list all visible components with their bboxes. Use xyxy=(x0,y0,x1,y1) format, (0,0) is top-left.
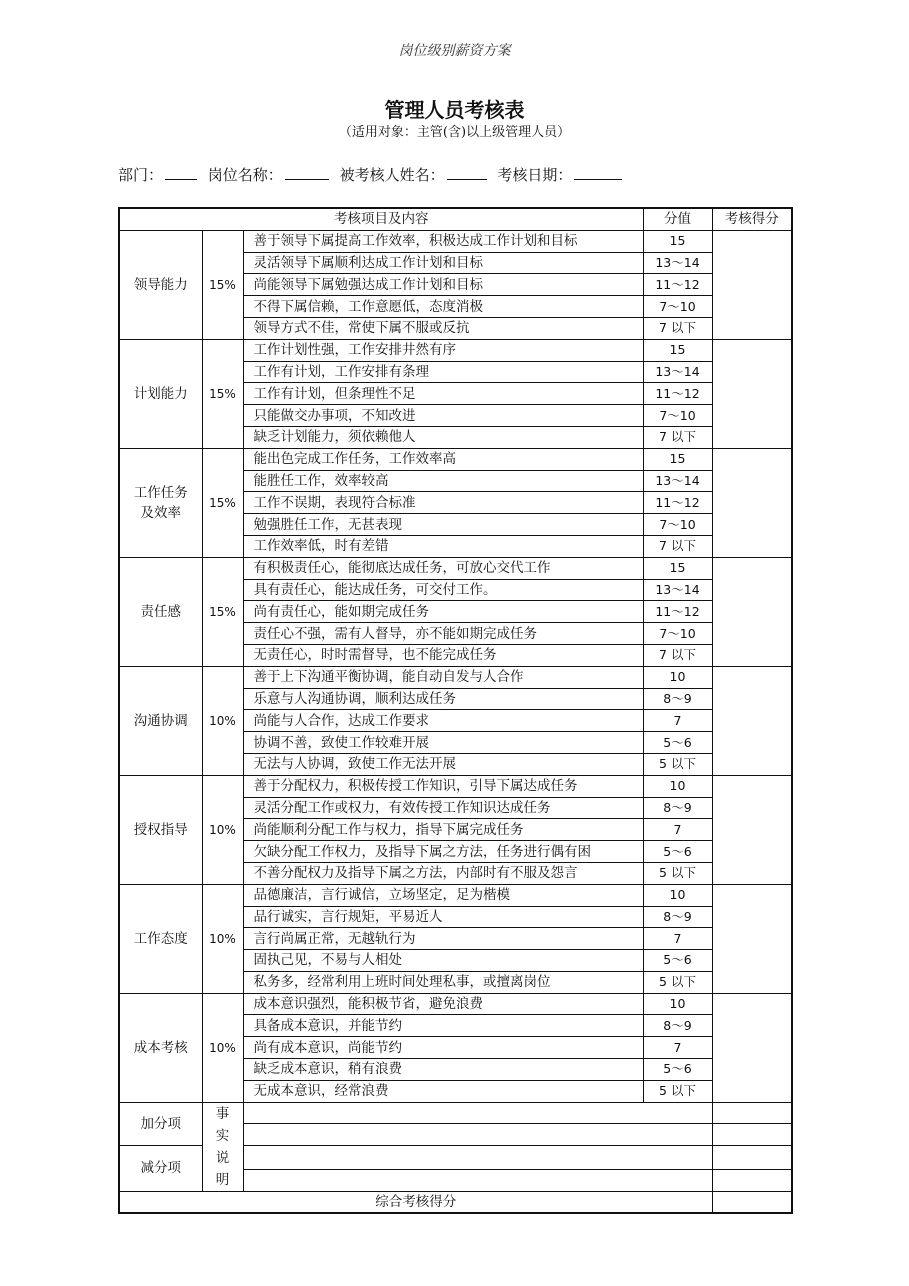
criterion-description: 勉强胜任工作，无甚表现 xyxy=(243,514,643,536)
criterion-points: 5～6 xyxy=(643,1059,712,1081)
header-score: 考核得分 xyxy=(712,208,792,230)
table-row xyxy=(119,448,792,470)
criterion-description: 有积极责任心，能彻底达成任务，可放心交代工作 xyxy=(243,557,643,579)
criterion-points: 7 以下 xyxy=(643,535,712,557)
dept-label: 部门： xyxy=(118,166,164,184)
category-weight: 15% xyxy=(202,230,243,339)
criterion-description: 尚有成本意识，尚能节约 xyxy=(243,1037,643,1059)
total-label: 综合考核得分 xyxy=(119,1191,712,1213)
criterion-points: 15 xyxy=(643,230,712,252)
criterion-description: 乐意与人沟通协调，顺利达成任务 xyxy=(243,688,643,710)
fact-char: 说 xyxy=(215,1149,230,1166)
criterion-description: 欠缺分配工作权力，及指导下属之方法，任务进行偶有困 xyxy=(243,841,643,863)
criterion-points: 13～14 xyxy=(643,361,712,383)
criterion-points: 7 以下 xyxy=(643,317,712,339)
table-row xyxy=(119,993,792,1015)
criterion-description: 能出色完成工作任务，工作效率高 xyxy=(243,448,643,470)
score-input-cell[interactable] xyxy=(712,993,792,1102)
criterion-description: 责任心不强，需有人督导，亦不能如期完成任务 xyxy=(243,623,643,645)
criterion-description: 品德廉洁，言行诚信，立场坚定，足为楷模 xyxy=(243,884,643,906)
criterion-points: 7～10 xyxy=(643,623,712,645)
criterion-points: 7 xyxy=(643,710,712,732)
adjustment-row xyxy=(119,1102,792,1124)
category-name-text: 工作任务 xyxy=(133,484,188,501)
criterion-description: 灵活分配工作或权力，有效传授工作知识达成任务 xyxy=(243,797,643,819)
category-name xyxy=(119,993,202,1102)
criterion-points: 8～9 xyxy=(643,688,712,710)
criterion-description: 只能做交办事项，不知改进 xyxy=(243,405,643,427)
category-name xyxy=(119,775,202,884)
criterion-points: 8～9 xyxy=(643,797,712,819)
position-label: 岗位名称： xyxy=(207,166,283,184)
table-row xyxy=(119,775,792,797)
category-name xyxy=(119,884,202,993)
criterion-points: 15 xyxy=(643,557,712,579)
criterion-description: 无责任心，时时需督导，也不能完成任务 xyxy=(243,644,643,666)
category-weight: 10% xyxy=(202,775,243,884)
criterion-description: 善于上下沟通平衡协调，能自动自发与人合作 xyxy=(243,666,643,688)
category-name-text: 计划能力 xyxy=(133,385,188,402)
category-name-text: 沟通协调 xyxy=(133,712,188,729)
criterion-description: 缺乏计划能力，须依赖他人 xyxy=(243,426,643,448)
table-body xyxy=(119,230,792,1213)
form-subtitle: （适用对象：主管(含)以上级管理人员） xyxy=(338,125,571,140)
criterion-points: 10 xyxy=(643,666,712,688)
criterion-description: 固执己见，不易与人相处 xyxy=(243,950,643,972)
category-weight: 15% xyxy=(202,557,243,666)
criterion-points: 8～9 xyxy=(643,906,712,928)
criterion-points: 10 xyxy=(643,884,712,906)
criterion-description: 私务多，经常利用上班时间处理私事，或擅离岗位 xyxy=(243,971,643,993)
criterion-description: 工作不误期，表现符合标准 xyxy=(243,492,643,514)
criterion-description: 不得下属信赖，工作意愿低，态度消极 xyxy=(243,296,643,318)
criterion-points: 5 以下 xyxy=(643,971,712,993)
criterion-description: 善于分配权力，积极传授工作知识，引导下属达成任务 xyxy=(243,775,643,797)
category-name-text-line2: 及效率 xyxy=(140,504,181,521)
category-name xyxy=(119,230,202,339)
deduction-label: 减分项 xyxy=(119,1146,202,1191)
criterion-description: 无成本意识，经常浪费 xyxy=(243,1080,643,1102)
criterion-points: 5 以下 xyxy=(643,862,712,884)
category-weight: 10% xyxy=(202,666,243,775)
table-row xyxy=(119,230,792,252)
adjustment-score-cell[interactable] xyxy=(712,1102,792,1124)
fact-char: 明 xyxy=(215,1171,230,1188)
fact-input-cell[interactable] xyxy=(243,1146,712,1170)
criterion-points: 5～6 xyxy=(643,950,712,972)
table-row xyxy=(119,884,792,906)
criterion-points: 7 xyxy=(643,1037,712,1059)
table-header-row xyxy=(119,208,792,230)
form-info-line xyxy=(118,164,626,185)
category-name xyxy=(119,557,202,666)
category-name-text: 领导能力 xyxy=(133,276,188,293)
total-row xyxy=(119,1191,792,1213)
criterion-points: 11～12 xyxy=(643,383,712,405)
criterion-description: 尚能顺利分配工作与权力，指导下属完成任务 xyxy=(243,819,643,841)
criterion-points: 5～6 xyxy=(643,732,712,754)
criterion-points: 7 xyxy=(643,928,712,950)
fact-input-cell[interactable] xyxy=(243,1102,712,1124)
criterion-points: 13～14 xyxy=(643,470,712,492)
fact-char: 事 xyxy=(215,1105,230,1122)
criterion-description: 尚能领导下属勉强达成工作计划和目标 xyxy=(243,274,643,296)
criterion-points: 15 xyxy=(643,339,712,361)
category-name-text: 授权指导 xyxy=(133,821,188,838)
score-input-cell[interactable] xyxy=(712,557,792,666)
header-items: 考核项目及内容 xyxy=(119,208,643,230)
score-input-cell[interactable] xyxy=(712,339,792,448)
criterion-description: 领导方式不佳，常使下属不服或反抗 xyxy=(243,317,643,339)
criterion-points: 10 xyxy=(643,993,712,1015)
date-blank[interactable] xyxy=(574,165,622,180)
name-blank[interactable] xyxy=(447,165,487,180)
criterion-description: 善于领导下属提高工作效率，积极达成工作计划和目标 xyxy=(243,230,643,252)
date-label: 考核日期： xyxy=(497,166,573,184)
criterion-description: 尚有责任心，能如期完成任务 xyxy=(243,601,643,623)
criterion-description: 协调不善，致使工作较难开展 xyxy=(243,732,643,754)
criterion-points: 11～12 xyxy=(643,274,712,296)
table-row xyxy=(119,339,792,361)
criterion-description: 灵活领导下属顺利达成工作计划和目标 xyxy=(243,252,643,274)
fact-input-cell[interactable] xyxy=(243,1169,712,1191)
criterion-description: 具备成本意识，并能节约 xyxy=(243,1015,643,1037)
criterion-description: 品行诚实，言行规矩，平易近人 xyxy=(243,906,643,928)
criterion-points: 7～10 xyxy=(643,405,712,427)
criterion-points: 13～14 xyxy=(643,252,712,274)
dept-blank[interactable] xyxy=(165,165,197,180)
document-header-title: 岗位级别薪资方案 xyxy=(398,43,511,59)
bonus-label: 加分项 xyxy=(119,1102,202,1146)
criterion-points: 7～10 xyxy=(643,514,712,536)
score-input-cell[interactable] xyxy=(712,230,792,339)
category-name-text: 工作态度 xyxy=(133,930,188,947)
criterion-description: 尚能与人合作，达成工作要求 xyxy=(243,710,643,732)
adjustment-score-cell[interactable] xyxy=(712,1124,792,1146)
table-row xyxy=(119,557,792,579)
criterion-points: 5～6 xyxy=(643,841,712,863)
category-name-text: 成本考核 xyxy=(133,1039,188,1056)
criterion-description: 无法与人协调，致使工作无法开展 xyxy=(243,753,643,775)
fact-input-cell[interactable] xyxy=(243,1124,712,1146)
position-blank[interactable] xyxy=(285,165,329,180)
criterion-points: 11～12 xyxy=(643,601,712,623)
criterion-points: 5 以下 xyxy=(643,1080,712,1102)
criterion-description: 工作有计划，但条理性不足 xyxy=(243,383,643,405)
criterion-points: 8～9 xyxy=(643,1015,712,1037)
criterion-description: 具有责任心，能达成任务，可交付工作。 xyxy=(243,579,643,601)
form-title: 管理人员考核表 xyxy=(384,98,525,122)
fact-explanation-label xyxy=(202,1102,243,1191)
name-label: 被考核人姓名： xyxy=(339,166,445,184)
criterion-description: 言行尚属正常，无越轨行为 xyxy=(243,928,643,950)
criterion-points: 5 以下 xyxy=(643,753,712,775)
criterion-points: 7 以下 xyxy=(643,426,712,448)
score-input-cell[interactable] xyxy=(712,775,792,884)
criterion-description: 缺乏成本意识，稍有浪费 xyxy=(243,1059,643,1081)
category-name-text: 责任感 xyxy=(140,603,181,620)
criterion-points: 15 xyxy=(643,448,712,470)
criterion-points: 13～14 xyxy=(643,579,712,601)
category-name xyxy=(119,666,202,775)
criterion-description: 工作效率低，时有差错 xyxy=(243,535,643,557)
criterion-description: 不善分配权力及指导下属之方法，内部时有不服及怨言 xyxy=(243,862,643,884)
table-row xyxy=(119,666,792,688)
evaluation-table xyxy=(118,207,793,1214)
criterion-points: 7～10 xyxy=(643,296,712,318)
category-name xyxy=(119,339,202,448)
criterion-points: 7 以下 xyxy=(643,644,712,666)
category-weight: 10% xyxy=(202,993,243,1102)
criterion-points: 11～12 xyxy=(643,492,712,514)
adjustment-score-cell[interactable] xyxy=(712,1146,792,1170)
total-score-cell[interactable] xyxy=(712,1191,792,1213)
criterion-description: 成本意识强烈，能积极节省，避免浪费 xyxy=(243,993,643,1015)
category-weight: 10% xyxy=(202,884,243,993)
criterion-points: 10 xyxy=(643,775,712,797)
criterion-points: 7 xyxy=(643,819,712,841)
criterion-description: 工作有计划，工作安排有条理 xyxy=(243,361,643,383)
score-input-cell[interactable] xyxy=(712,448,792,557)
category-weight: 15% xyxy=(202,339,243,448)
criterion-description: 能胜任工作，效率较高 xyxy=(243,470,643,492)
category-name xyxy=(119,448,202,557)
criterion-description: 工作计划性强，工作安排井然有序 xyxy=(243,339,643,361)
score-input-cell[interactable] xyxy=(712,666,792,775)
category-weight: 15% xyxy=(202,448,243,557)
header-points: 分值 xyxy=(643,208,712,230)
adjustment-score-cell[interactable] xyxy=(712,1169,792,1191)
score-input-cell[interactable] xyxy=(712,884,792,993)
fact-char: 实 xyxy=(215,1127,230,1144)
